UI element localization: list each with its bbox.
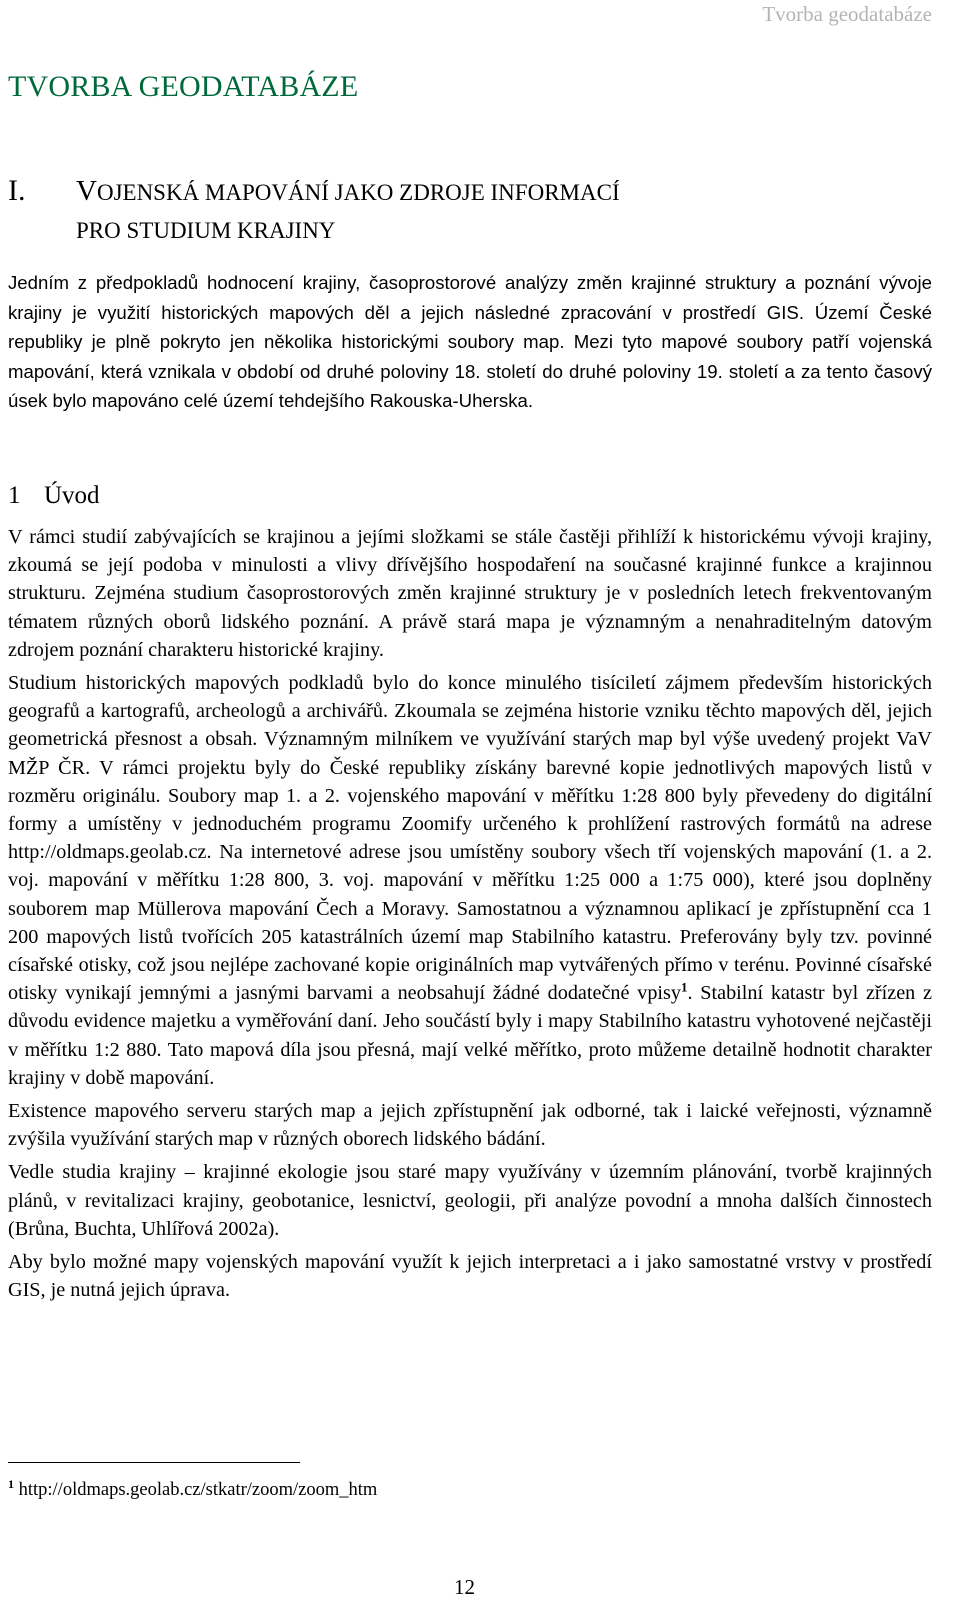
chapter-title: OJENSKÁ MAPOVÁNÍ JAKO ZDROJE INFORMACÍ [96,180,620,205]
section-number: 1 [8,482,21,509]
chapter-title-line2: PRO STUDIUM KRAJINY [76,218,336,243]
body-text [8,523,932,1309]
footnote [8,1477,377,1501]
paragraph-4: Vedle studia krajiny – krajinné ekologie jsou staré mapy využívány v územním plánování, tvorbě krajinných plánů, v revitalizaci krajiny, geobotanice, lesnictví, geologii, při analýze povodní a mnoha dalších činnostech (Brůna, Buchta, Uhlířová 2002a). [8,1161,932,1240]
section-title: Úvod [44,482,100,509]
paragraph-1: V rámci studií zabývajících se krajinou a jejími složkami se stále častěji přihlíží k historickému vývoji krajiny, zkoumá se její podoba v minulosti a vlivy dřívějšího hospodaření na současné krajinné funkce a krajinnou strukturu. Zejména studium časoprostorových změn krajinné struktury je v posledních letech frekventovaným tématem různých oborů lidského poznání. A právě stará mapa je významným a nenahraditelným datovým zdrojem poznání charakteru historické krajiny. [8,526,932,661]
paragraph-2-part-a: Studium historických mapových podkladů bylo do konce minulého tisíciletí zájmem především historických geografů a kartografů, archeologů a archivářů. Zkoumala se zejména historie vzniku těchto mapových děl, jejich geometrická přesnost a obsah. Významným milníkem ve využívání starých map byl výše uvedený projekt VaV MŽP ČR. V rámci projektu byly do České republiky získány barevné kopie jednotlivých mapových listů v rozměru originálu. Soubory map 1. a 2. vojenského mapování v měřítku 1:28 800 byly převedeny do digitální formy a umístěny v jednoduchém programu Zoomify určeného k prohlížení rastrových formátů na adrese http://oldmaps.geolab.cz. Na internetové adrese jsou umístěny soubory všech tří vojenských mapování (1. a 2. voj. mapování v měřítku 1:28 800, 3. voj. mapování v měřítku 1:25 000 a 1:75 000), které jsou doplněny souborem map Müllerova mapování Čech a Moravy. Samostatnou a významnou aplikací je zpřístupnění cca 1 200 mapových listů tvořících 205 katastrálních území map Stabilního katastru. Preferovány byly tzv. povinné císařské otisky, což jsou nejlépe zachované kopie originálních map vytvářených přímo v terénu. Povinné císařské otisky vynikají jemnými a jasnými barvami a neobsahují žádné dodatečné vpisy [8,672,932,1005]
paragraph-2-part-b: . Stabilní katastr byl zřízen z důvodu evidence majetku a vyměřování daní. Jeho součástí byly i mapy Stabilního katastru vyhotovené nejčastěji v měřítku 1:2 880. Tato mapová díla jsou přesná, mají velké měřítko, proto můžeme detailně hodnotit charakter krajiny v době mapování. [8,982,932,1089]
footnote-separator [8,1462,300,1463]
chapter-heading [8,172,620,250]
running-header: Tvorba geodatabáze [762,2,932,26]
paragraph-2 [8,669,932,1092]
footnote-number: 1 [8,1477,14,1491]
section-heading [8,482,100,510]
intro-paragraph: Jedním z předpokladů hodnocení krajiny, časoprostorové analýzy změn krajinné struktury a poznání vývoje krajiny je využití historických mapových děl a jejich následné zpracování v prostředí GIS. Území České republiky je plně pokryto jen několika historickými soubory map. Mezi tyto mapové soubory patří vojenská mapování, která vznikala v období od druhé poloviny 18. století do druhé poloviny 19. století a za tento časový úsek bylo mapováno celé území tehdejšího Rakouska-Uherska. [8,272,932,411]
footnote-reference[interactable]: 1 [680,979,688,995]
paragraph-3: Existence mapového serveru starých map a jejich zpřístupnění jak odborné, tak i laické veřejnosti, významně zvýšila využívání starých map v různých oborech lidského bádání. [8,1100,932,1151]
paragraph-5: Aby bylo možné mapy vojenských mapování využít k jejich interpretaci a i jako samostatné vrstvy v prostředí GIS, je nutná jejich úprava. [8,1251,932,1302]
document-title: TVORBA GEODATABÁZE [8,70,359,103]
chapter-number: I. [8,174,26,207]
chapter-initial: V [76,175,97,207]
page-number: 12 [454,1575,475,1599]
footnote-link[interactable]: http://oldmaps.geolab.cz/stkatr/zoom/zoom_htm [18,1480,378,1501]
